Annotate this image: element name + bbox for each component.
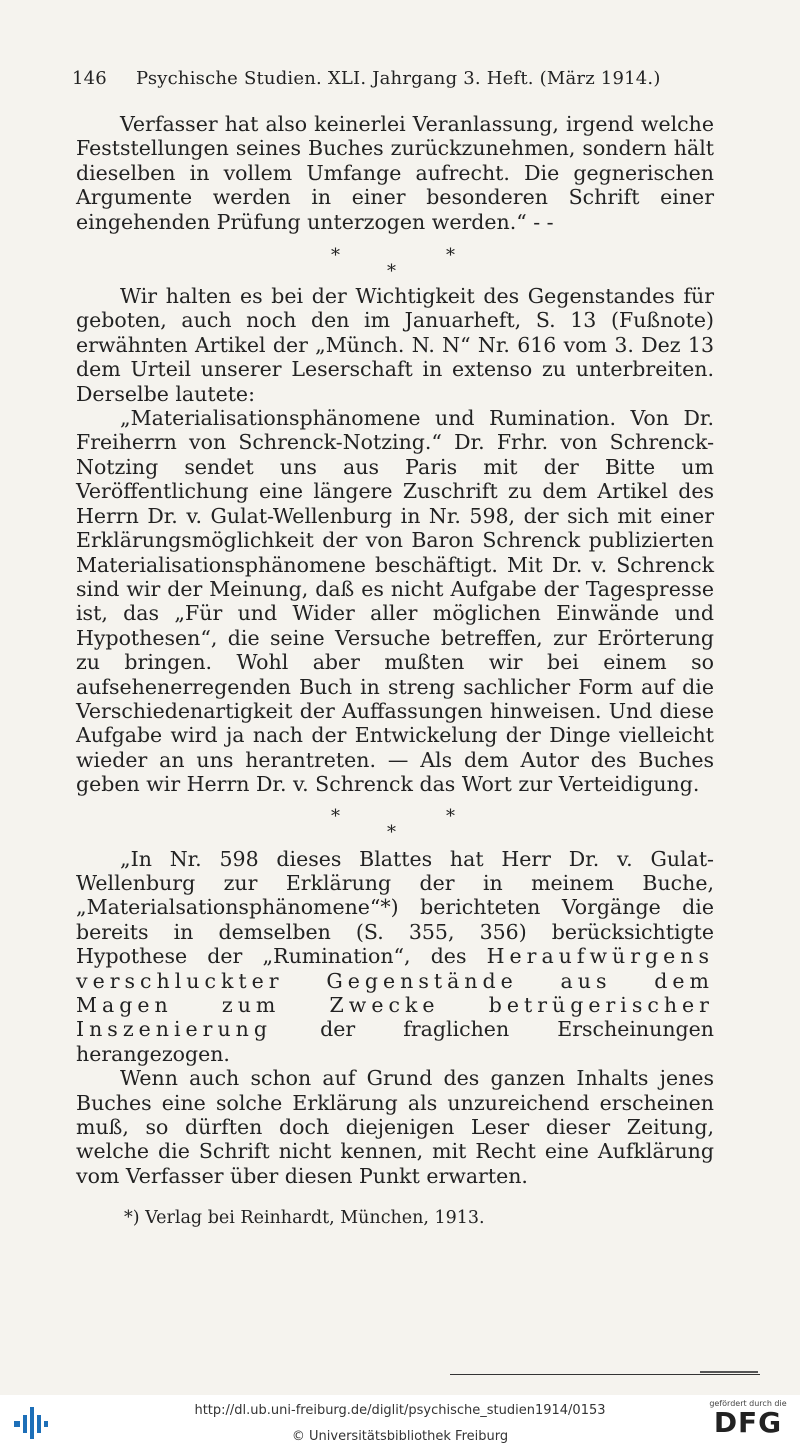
asterisk: * xyxy=(446,245,455,267)
footnote: *) Verlag bei Reinhardt, München, 1913. xyxy=(124,1208,485,1228)
copyright-notice: © Universitätsbibliothek Freiburg xyxy=(291,1429,509,1444)
emphasized-spaced-text: Heraufwürgens verschluckter Gegenstände aus dem Magen zum Zwecke betrügerischer Inszenierung xyxy=(76,944,714,1042)
asterisk: * xyxy=(387,261,396,283)
paragraph-4 xyxy=(76,847,714,1067)
paragraph-4-end: der fraglichen Erscheinungen herangezogen. xyxy=(76,1017,714,1066)
main-text xyxy=(76,112,714,1188)
asterism-separator-2 xyxy=(76,801,714,847)
bottom-rule xyxy=(450,1374,760,1375)
paragraph-2: Wir halten es bei der Wichtigkeit des Gegenstandes für geboten, auch noch den im Januarheft, S. 13 (Fußnote) erwähnten Artikel der „Münch. N. N“ Nr. 616 vom 3. Dez 13 dem Urteil unserer Leserschaft in extenso zu unterbreiten. Derselbe lautete: xyxy=(76,284,714,406)
asterisk: * xyxy=(446,805,455,827)
asterisk: * xyxy=(387,821,396,843)
asterisk: * xyxy=(331,805,340,827)
paragraph-4-start: „In Nr. 598 dieses Blattes hat Herr Dr. v. Gulat-Wellenburg zur Erklärung der in meinem Buche, „Materialsationsphänomene“*) berichteten Vorgänge die bereits in demselben (S. 355, 356) berücksichtigte Hypothese der „Rumination“, des xyxy=(76,846,714,969)
running-title: Psychische Studien. XLI. Jahrgang 3. Heft. (März 1914.) xyxy=(136,68,661,89)
permalink-url[interactable]: http://dl.ub.uni-freiburg.de/diglit/psychische_studien1914/0153 xyxy=(194,1403,606,1418)
dfg-logo-text: DFG xyxy=(713,1406,783,1439)
paragraph-3: „Materialisationsphänomene und Rumination. Von Dr. Freiherrn von Schrenck-Notzing.“ Dr. Frhr. von Schrenck-Notzing sendet uns aus Paris mit der Bitte um Veröffentlichung eine längere Zuschrift zu dem Artikel des Herrn Dr. v. Gulat-Wellenburg in Nr. 598, der sich mit einer Erklärungsmöglichkeit der von Baron Schrenck publizierten Materialisationsphänomene beschäftigt. Mit Dr. v. Schrenck sind wir der Meinung, daß es nicht Aufgabe der Tagespresse ist, das „Für und Wider aller möglichen Einwände und Hypothesen“, die seine Versuche betreffen, zur Erörterung zu bringen. Wohl aber mußten wir bei einem so aufsehenerregenden Buch in streng sachlicher Form auf die Verschiedenartigkeit der Auffassungen hinweisen. Und diese Aufgabe wird ja nach der Entwickelung der Dinge vielleicht wieder an uns herantreten. — Als dem Autor des Buches geben wir Herrn Dr. v. Schrenck das Wort zur Verteidigung. xyxy=(76,406,714,797)
dfg-caption: gefördert durch die xyxy=(709,1399,787,1408)
library-footer xyxy=(0,1395,800,1452)
paragraph-5: Wenn auch schon auf Grund des ganzen Inhalts jenes Buches eine solche Erklärung als unzureichend erscheinen muß, so dürften doch diejenigen Leser dieser Zeitung, welche die Schrift nicht kennen, mit Recht eine Aufklärung vom Verfasser über diesen Punkt erwarten. xyxy=(76,1066,714,1188)
asterism-separator-1 xyxy=(76,238,714,284)
asterisk: * xyxy=(331,245,340,267)
dfg-logo xyxy=(706,1399,790,1438)
bottom-rule-accent xyxy=(700,1371,758,1373)
page-number: 146 xyxy=(72,68,107,89)
paragraph-1: Verfasser hat also keinerlei Veranlassung, irgend welche Feststellungen seines Buches zurückzunehmen, sondern hält dieselben in vollem Umfange aufrecht. Die gegnerischen Argumente werden in einer besonderen Schrift einer eingehenden Prüfung unterzogen werden.“ - - xyxy=(76,112,714,234)
